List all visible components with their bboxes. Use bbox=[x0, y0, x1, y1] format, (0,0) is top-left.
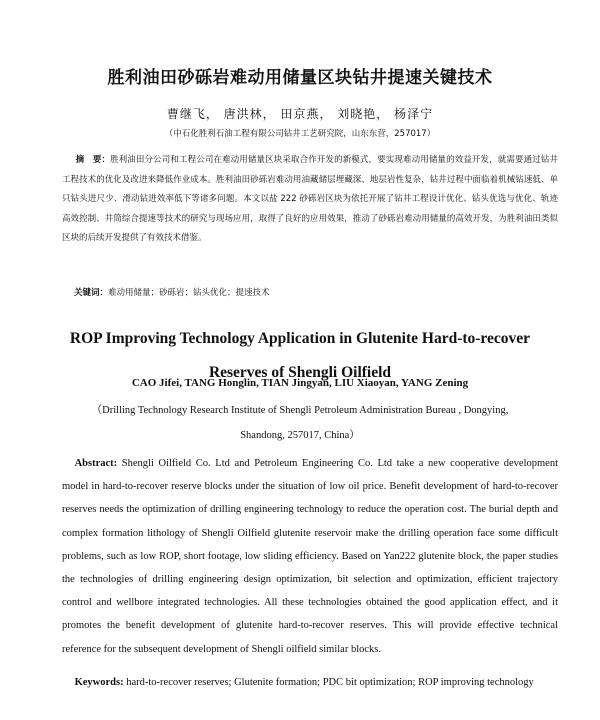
english-abstract-text: Shengli Oilfield Co. Ltd and Petroleum Engineering Co. Ltd take a new cooperative development model in hard-to-recover reserve blocks under the situation of low oil price. Benefit development of hard-to-recover reserves needs the optimization of drilling engineering technology to reduce the operation cost. The burial depth and complex formation lithology of Shengli Oilfield glutenite reservoir make the drilling operation face some difficult problems, such as low ROP, short footage, low sliding efficiency. Based on Yan222 glutenite block, the paper studies the technologies of drilling engineering design optimization, bit selection and optimization, efficient trajectory control and wellbore integrated technologies. All these technologies obtained the good application effect, and it promotes the benefit development of glutenite hard-to-recover reserves. This will provide effective technical reference for the subsequent development of Shengli oilfield similar blocks. bbox=[62, 458, 558, 655]
chinese-keywords-label: 关键词： bbox=[74, 288, 109, 298]
english-affiliation: （Drilling Technology Research Institute of Shengli Petroleum Administration Bureau , Dongying, Shandong, 257017, China） bbox=[91, 405, 509, 441]
chinese-keywords bbox=[74, 286, 558, 298]
english-title-line-2: Reserves of Shengli Oilfield bbox=[208, 364, 392, 381]
chinese-abstract bbox=[62, 151, 558, 249]
chinese-authors: 曹继飞， 唐洪林， 田京燕， 刘晓艳， 杨泽宁 bbox=[166, 107, 434, 121]
english-authors: CAO Jifei, TANG Honglin, TIAN Jingyan, LIU Xiaoyan, YANG Zening bbox=[131, 377, 469, 389]
english-abstract bbox=[62, 452, 558, 661]
english-title-line-1: ROP Improving Technology Application in Glutenite Hard-to-recover bbox=[69, 330, 531, 347]
chinese-abstract-text: 胜利油田分公司和工程公司在难动用储量区块采取合作开发的新模式，要实现难动用储量的效益开发，就需要通过钻井工程技术的优化及改进来降低作业成本。胜利油田砂砾岩难动用油藏储层埋藏深、地层岩性复杂，钻井过程中面临着机械钻速低、单只钻头进尺少、滑动钻进效率低下等诸多问题。本文以盐 222 砂砾岩区块为依托开展了钻井工程设计优化、钻头优选与优化、轨迹高效控制、井筒综合提速等技术的研究与现场应用，取得了良好的应用效果，推动了砂砾岩难动用储量的高效开发，为胜利油田类似区块的后续开发提供了有效技术借鉴。 bbox=[62, 155, 558, 243]
chinese-affiliation: （中石化胜利石油工程有限公司钻井工艺研究院，山东东营，257017） bbox=[164, 129, 436, 139]
english-keywords-text: hard-to-recover reserves; Glutenite formation; PDC bit optimization; ROP improving technology bbox=[126, 677, 534, 688]
english-keywords-label: Keywords: bbox=[74, 677, 124, 688]
english-keywords bbox=[62, 671, 558, 694]
english-abstract-label: Abstract: bbox=[74, 458, 118, 469]
chinese-keywords-text: 难动用储量；砂砾岩；钻头优化；提速技术 bbox=[108, 288, 270, 298]
chinese-title: 胜利油田砂砾岩难动用储量区块钻井提速关键技术 bbox=[107, 68, 493, 88]
chinese-abstract-label: 摘 要： bbox=[75, 155, 111, 165]
